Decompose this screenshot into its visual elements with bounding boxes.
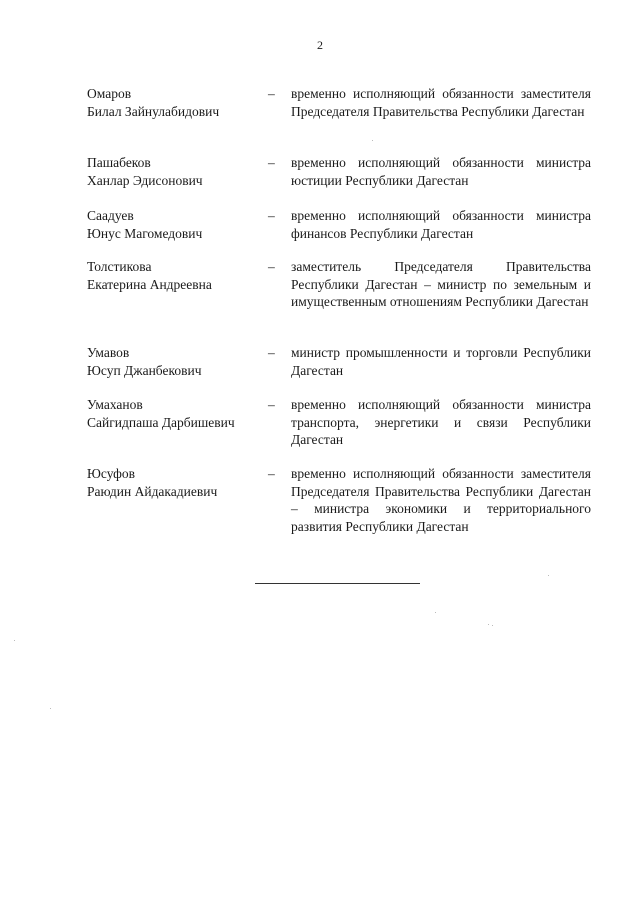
scan-speck xyxy=(14,640,15,641)
appointee-given-name: Сайгидпаша Дарбишевич xyxy=(87,414,235,430)
end-divider-line xyxy=(255,583,420,584)
scan-speck xyxy=(492,625,493,626)
appointee-name xyxy=(87,258,267,293)
appointee-position: временно исполняющий обязанности министра юстиции Республики Дагестан xyxy=(291,155,591,188)
appointee-surname: Умавов xyxy=(87,345,130,360)
appointee-name xyxy=(87,207,267,242)
appointee-given-name: Екатерина Андреевна xyxy=(87,276,212,292)
scan-speck xyxy=(548,575,549,576)
appointee-surname: Умаханов xyxy=(87,397,143,412)
dash-separator: – xyxy=(268,397,275,412)
appointee-surname: Саадуев xyxy=(87,208,134,223)
scan-speck xyxy=(435,612,436,613)
appointee-name xyxy=(87,344,267,379)
appointee-position: временно исполняющий обязанности заместителя Председателя Правительства Республики Дагестан – министра экономики и территориального развития Республики Дагестан xyxy=(291,466,591,534)
appointee-position: министр промышленности и торговли Республики Дагестан xyxy=(291,345,591,378)
scan-speck xyxy=(50,708,51,709)
appointee-surname: Толстикова xyxy=(87,259,152,274)
dash-separator: – xyxy=(268,259,275,274)
appointee-given-name: Юнус Магомедович xyxy=(87,225,203,241)
appointee-position: временно исполняющий обязанности заместителя Председателя Правительства Республики Дагестан xyxy=(291,86,591,119)
appointee-position: временно исполняющий обязанности министра финансов Республики Дагестан xyxy=(291,208,591,241)
appointee-given-name: Билал Зайнулабидович xyxy=(87,103,220,119)
appointee-position: заместитель Председателя Правительства Республики Дагестан – министр по земельным и имущественным отношениям Республики Дагестан xyxy=(291,259,591,309)
appointee-given-name: Юсуп Джанбекович xyxy=(87,362,202,378)
dash-separator: – xyxy=(268,86,275,101)
appointee-given-name: Раюдин Айдакадиевич xyxy=(87,483,218,499)
appointee-name xyxy=(87,396,267,431)
appointee-name xyxy=(87,85,267,120)
scan-speck xyxy=(488,624,489,625)
appointee-surname: Юсуфов xyxy=(87,466,135,481)
appointee-given-name: Ханлар Эдисонович xyxy=(87,172,203,188)
dash-separator: – xyxy=(268,208,275,223)
page-number: 2 xyxy=(317,38,323,52)
appointee-position: временно исполняющий обязанности министра транспорта, энергетики и связи Республики Дагестан xyxy=(291,397,591,447)
appointee-name xyxy=(87,154,267,189)
scan-speck xyxy=(372,140,373,141)
appointee-name xyxy=(87,465,267,500)
appointee-surname: Пашабеков xyxy=(87,155,151,170)
dash-separator: – xyxy=(268,466,275,481)
dash-separator: – xyxy=(268,345,275,360)
dash-separator: – xyxy=(268,155,275,170)
appointee-surname: Омаров xyxy=(87,86,132,101)
